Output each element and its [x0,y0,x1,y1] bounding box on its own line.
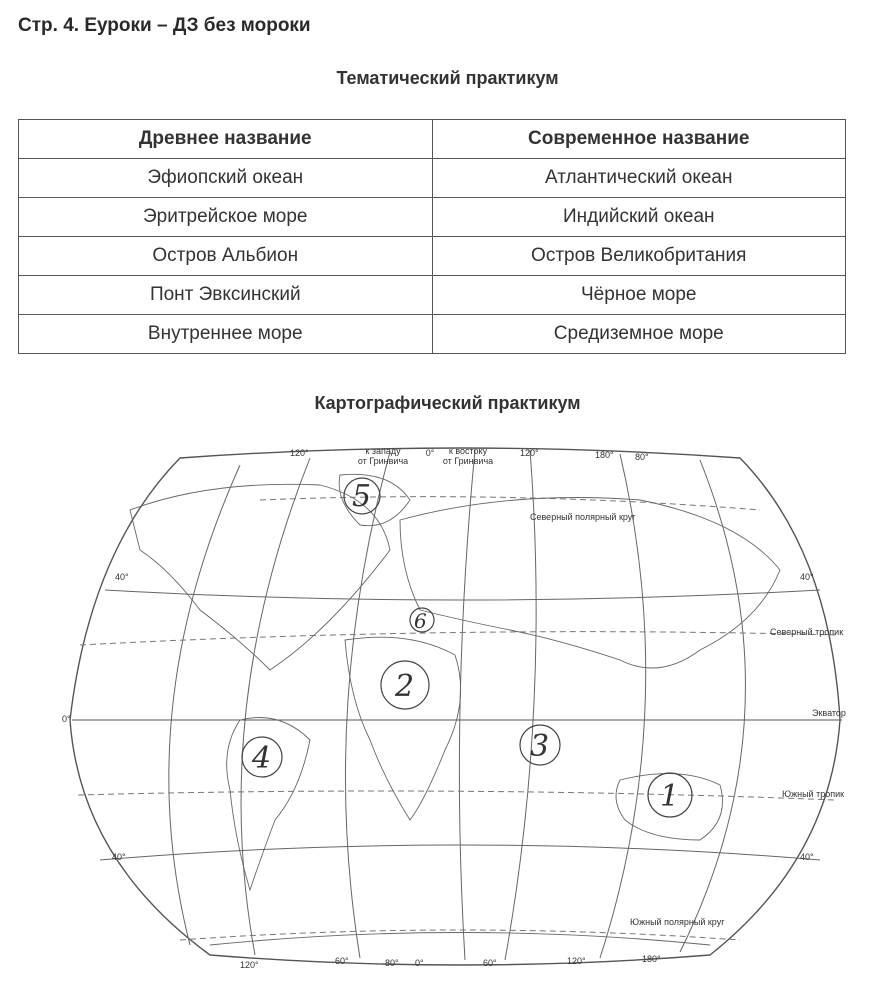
table-row [19,198,846,237]
svg-text:6: 6 [414,609,427,633]
table-row [19,276,846,315]
header-ancient: Древнее название [19,120,433,159]
world-map [60,440,860,970]
map-outline [70,448,840,965]
table-row [19,315,846,354]
label-from-greenwich-w: от Гринвича [357,456,409,466]
svg-text:4: 4 [252,741,272,776]
label-top-0: 0° [425,448,435,458]
label-bot-80: 80° [385,958,399,968]
cell-modern: Атлантический океан [432,159,846,198]
label-arctic-circle: Северный полярный круг [530,512,636,522]
cell-ancient: Остров Альбион [19,237,433,276]
section-title-cartographic: Картографический практикум [314,393,581,413]
label-east: к востоку [448,446,488,456]
label-equator: Экватор [812,708,846,718]
label-bot-0: 0° [415,958,424,968]
cell-ancient: Эфиопский океан [19,159,433,198]
label-40s-right: 40° [800,852,814,862]
table-header-row [19,120,846,159]
world-map-svg [60,440,860,970]
label-top-80: 80° [635,452,649,462]
table-row [19,159,846,198]
label-west: к западу [365,446,401,456]
page-header: Стр. 4. Еуроки – ДЗ без мороки [18,15,311,36]
svg-text:3: 3 [530,729,550,764]
header-modern: Современное название [432,120,846,159]
label-40n-right: 40° [800,572,814,582]
svg-text:5: 5 [352,479,372,514]
label-40n-left: 40° [115,572,129,582]
cell-modern: Индийский океан [432,198,846,237]
label-tropic-south: Южный тропик [782,789,845,799]
label-bot-60w: 60° [335,956,349,966]
cell-modern: Остров Великобритания [432,237,846,276]
label-bot-120e: 120° [567,956,586,966]
svg-text:1: 1 [660,779,680,814]
cell-modern: Средиземное море [432,315,846,354]
table-row [19,237,846,276]
cell-modern: Чёрное море [432,276,846,315]
label-bot-120w: 120° [240,960,259,970]
cell-ancient: Эритрейское море [19,198,433,237]
label-tropic-north: Северный тропик [770,627,844,637]
label-top-120e: 120° [520,448,539,458]
label-top-180: 180° [595,450,614,460]
label-bot-180: 180° [642,954,661,964]
label-top-120w: 120° [290,448,309,458]
svg-text:2: 2 [395,669,415,704]
cell-ancient: Внутреннее море [19,315,433,354]
names-table [18,119,846,354]
cell-ancient: Понт Эвксинский [19,276,433,315]
label-antarctic-circle: Южный полярный круг [630,917,725,927]
label-from-greenwich-e: от Гринвича [442,456,494,466]
label-40s-left: 40° [112,852,126,862]
label-bot-60e: 60° [483,958,497,968]
section-title-thematic: Тематический практикум [336,68,559,88]
label-0-left: 0° [62,714,71,724]
